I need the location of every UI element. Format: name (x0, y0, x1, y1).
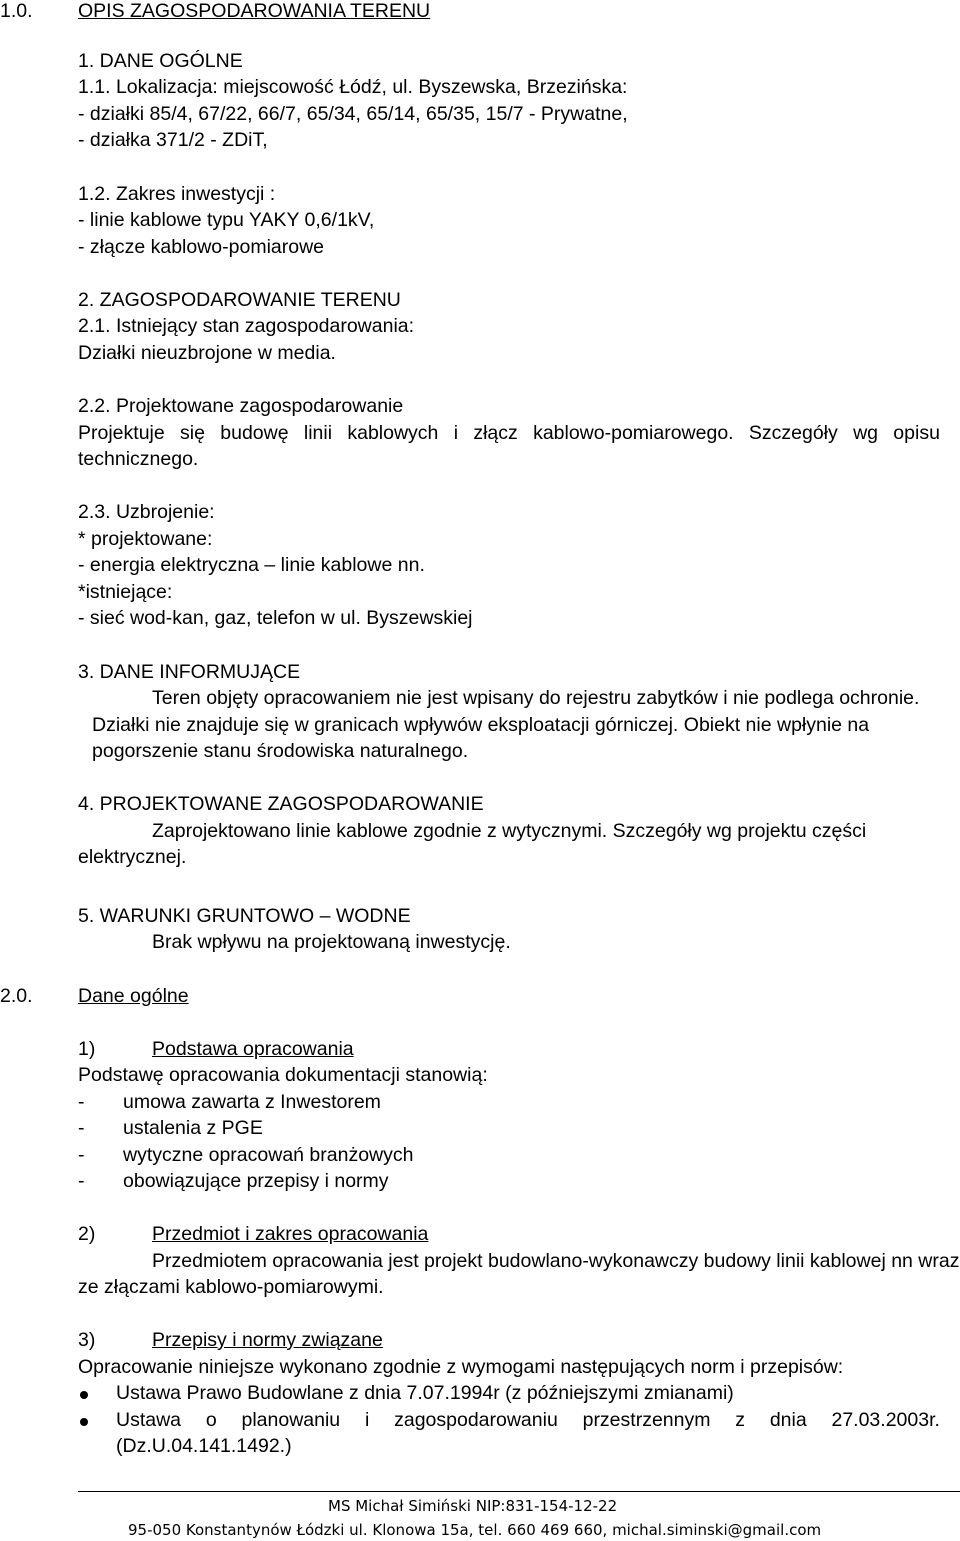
subsection-number: 1) (78, 1038, 96, 1060)
zakres-item: - złącze kablowo-pomiarowe (78, 236, 325, 258)
uzbrojenie-projektowane: * projektowane: (78, 528, 213, 550)
list-item: Ustawa o planowaniu i zagospodarowaniu przestrzennym z dnia 27.03.2003r. (116, 1409, 940, 1431)
footer-address: 95-050 Konstantynów Łódzki ul. Klonowa 15a, tel. 660 469 660, michal.siminski@gmail.com (128, 1521, 822, 1539)
bullet-icon (80, 1391, 88, 1399)
list-item-continuation: (Dz.U.04.141.1492.) (116, 1435, 292, 1457)
list-dash: - (78, 1091, 85, 1113)
list-item: umowa zawarta z Inwestorem (123, 1091, 381, 1113)
subsection-number: 3) (78, 1329, 96, 1351)
warunki-text: Brak wpływu na projektowaną inwestycję. (152, 931, 511, 953)
projektowane-text: technicznego. (78, 448, 199, 470)
subsection-number: 2) (78, 1223, 96, 1245)
heading-informujace: 3. DANE INFORMUJĄCE (78, 661, 301, 683)
projektowane-heading: 2.2. Projektowane zagospodarowanie (78, 395, 404, 417)
heading-zagospodarowanie: 2. ZAGOSPODAROWANIE TERENU (78, 289, 401, 311)
subsection-title: Przepisy i normy związane (152, 1329, 383, 1351)
heading-warunki: 5. WARUNKI GRUNTOWO – WODNE (78, 905, 411, 927)
uzbrojenie-istniejace: *istniejące: (78, 581, 173, 603)
podstawa-intro: Podstawę opracowania dokumentacji stanowią: (78, 1064, 488, 1086)
istniejacy-heading: 2.1. Istniejący stan zagospodarowania: (78, 315, 415, 337)
section-title: Dane ogólne (78, 985, 189, 1007)
uzbrojenie-item: - energia elektryczna – linie kablowe nn. (78, 554, 425, 576)
informujace-text: pogorszenie stanu środowiska naturalnego. (92, 740, 469, 762)
footer-company: MS Michał Simiński NIP:831-154-12-22 (328, 1497, 618, 1515)
section-number: 2.0. (0, 985, 33, 1007)
list-item: Ustawa Prawo Budowlane z dnia 7.07.1994r (z późniejszymi zmianami) (116, 1382, 734, 1404)
heading-dane-ogolne: 1. DANE OGÓLNE (78, 50, 243, 72)
list-item: ustalenia z PGE (123, 1117, 263, 1139)
subsection-title: Przedmiot i zakres opracowania (152, 1223, 429, 1245)
list-dash: - (78, 1170, 85, 1192)
lokalizacja-text: 1.1. Lokalizacja: miejscowość Łódź, ul. Byszewska, Brzezińska: (78, 76, 628, 98)
dzialka-zdit: - działka 371/2 - ZDiT, (78, 129, 268, 151)
projektowane-zagosp-text: elektrycznej. (78, 846, 187, 868)
dzialki-prywatne: - działki 85/4, 67/22, 66/7, 65/34, 65/14, 65/35, 15/7 - Prywatne, (78, 103, 628, 125)
heading-projektowane-zagospodarowanie: 4. PROJEKTOWANE ZAGOSPODAROWANIE (78, 793, 484, 815)
przepisy-intro: Opracowanie niniejsze wykonano zgodnie z wymogami następujących norm i przepisów: (78, 1356, 844, 1378)
informujace-text: Działki nie znajduje się w granicach wpływów eksploatacji górniczej. Obiekt nie wpłynie na (92, 714, 870, 736)
list-item: obowiązujące przepisy i normy (123, 1170, 389, 1192)
uzbrojenie-item: - sieć wod-kan, gaz, telefon w ul. Byszewskiej (78, 607, 473, 629)
przedmiot-text: ze złączami kablowo-pomiarowymi. (78, 1276, 384, 1298)
subsection-title: Podstawa opracowania (152, 1038, 354, 1060)
list-item: wytyczne opracowań branżowych (123, 1144, 414, 1166)
istniejacy-text: Działki nieuzbrojone w media. (78, 342, 336, 364)
projektowane-text: Projektuje się budowę linii kablowych i złącz kablowo-pomiarowego. Szczegóły wg opisu (78, 422, 940, 444)
projektowane-zagosp-text: Zaprojektowano linie kablowe zgodnie z wytycznymi. Szczegóły wg projektu części (152, 820, 867, 842)
zakres-item: - linie kablowe typu YAKY 0,6/1kV, (78, 209, 375, 231)
bullet-icon (80, 1418, 88, 1426)
list-dash: - (78, 1117, 85, 1139)
section-number: 1.0. (0, 0, 33, 22)
section-title: OPIS ZAGOSPODAROWANIA TERENU (78, 0, 431, 22)
footer-divider (78, 1491, 960, 1492)
przedmiot-text: Przedmiotem opracowania jest projekt budowlano-wykonawczy budowy linii kablowej nn wraz (152, 1250, 960, 1272)
list-dash: - (78, 1144, 85, 1166)
uzbrojenie-heading: 2.3. Uzbrojenie: (78, 501, 215, 523)
informujace-text: Teren objęty opracowaniem nie jest wpisany do rejestru zabytków i nie podlega ochronie. (152, 687, 920, 709)
zakres-heading: 1.2. Zakres inwestycji : (78, 183, 276, 205)
